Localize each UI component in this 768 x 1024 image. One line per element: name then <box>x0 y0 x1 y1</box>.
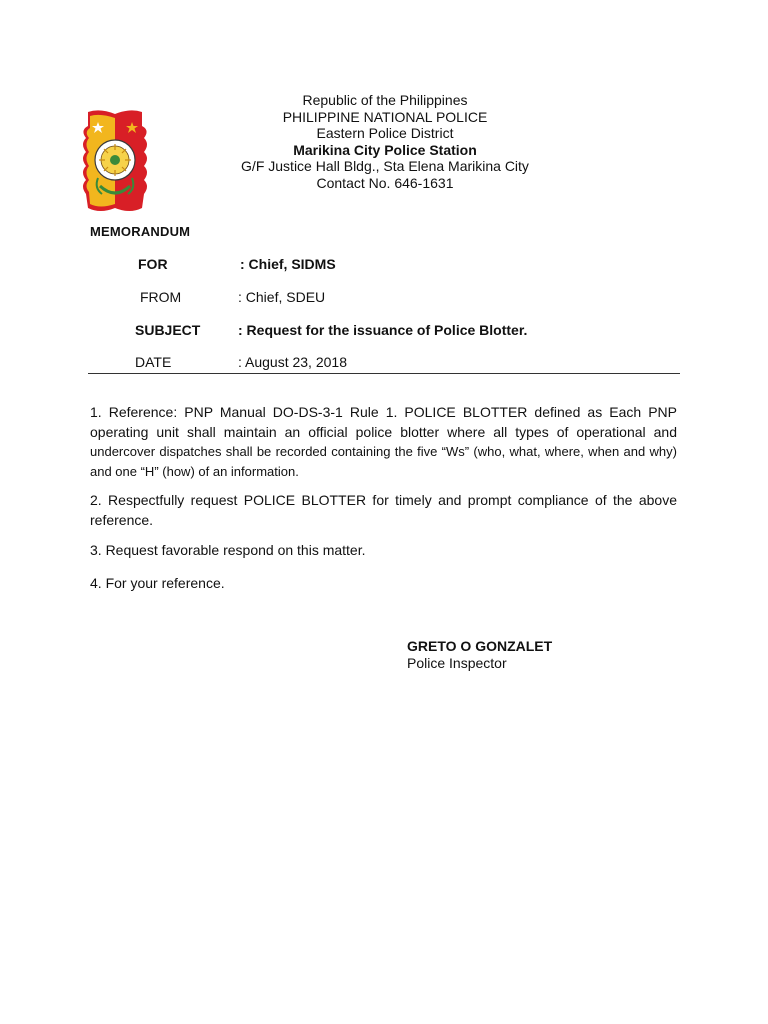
header-agency: PHILIPPINE NATIONAL POLICE <box>282 108 488 125</box>
paragraph-3: 3. Request favorable respond on this matter. <box>90 542 366 558</box>
paragraph-1-text-a: 1. Reference: PNP Manual DO-DS-3-1 Rule 1. POLICE BLOTTER defined as Each PNP operating unit shall maintain an official police blotter where all types of operational and <box>90 404 677 440</box>
paragraph-2: 2. Respectfully request POLICE BLOTTER for timely and prompt compliance of the above reference. <box>90 492 677 528</box>
header-address: G/F Justice Hall Bldg., Sta Elena Marikina City <box>241 158 529 175</box>
header-divider <box>88 373 680 374</box>
date-label: DATE <box>135 354 172 370</box>
pnp-seal-icon <box>80 108 150 214</box>
paragraph-4: 4. For your reference. <box>90 575 225 591</box>
subject-label: SUBJECT <box>135 322 201 338</box>
letterhead <box>230 92 540 192</box>
subject-value: : Request for the issuance of Police Blotter. <box>238 322 528 338</box>
for-value: : Chief, SIDMS <box>240 256 336 272</box>
signatory-title: Police Inspector <box>407 655 507 671</box>
paragraph-1 <box>90 403 677 481</box>
header-republic: Republic of the Philippines <box>302 92 468 108</box>
for-label: FOR <box>138 256 168 272</box>
from-label: FROM <box>140 289 182 305</box>
memo-title: MEMORANDUM <box>90 224 191 239</box>
paragraph-1-text-b: undercover dispatches shall be recorded containing the five “Ws” (who, what, where, when and why) and one “H” (how) of an information. <box>90 444 677 479</box>
from-value: : Chief, SDEU <box>238 289 326 305</box>
header-district: Eastern Police District <box>316 125 454 142</box>
header-contact: Contact No. 646-1631 <box>316 174 454 191</box>
signatory-name: GRETO O GONZALET <box>407 638 553 654</box>
date-value: : August 23, 2018 <box>238 354 347 370</box>
header-station: Marikina City Police Station <box>293 141 477 158</box>
